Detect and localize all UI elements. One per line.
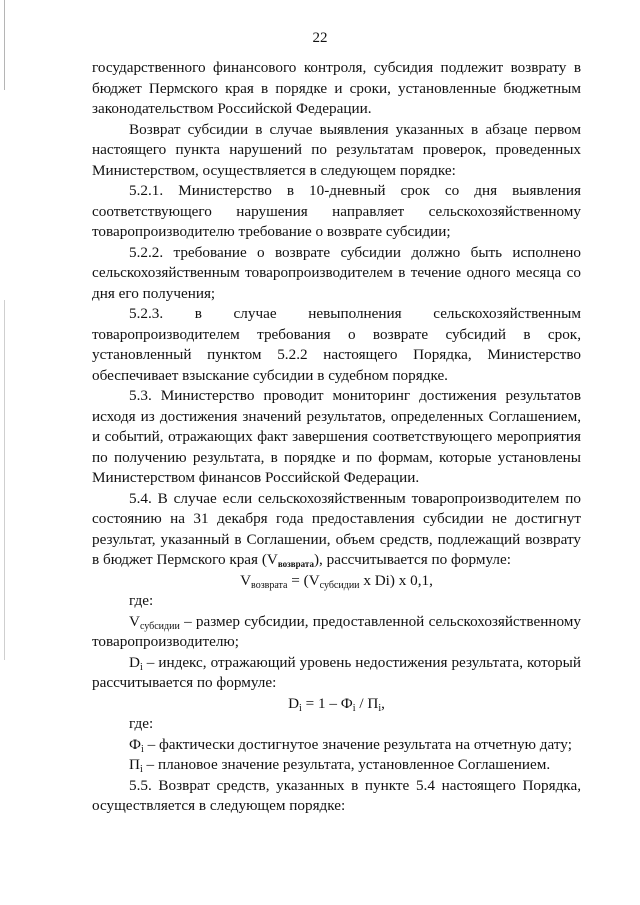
where-label: где: [129,592,154,609]
paragraph-5-4: 5.4. В случае если сельскохозяйственным товаропроизводителем по состоянию на 31 декабря года предоставления субсидии не достигнут результат, указанный в Соглашении, объем средств, подлежащий возврату в бюджет Пермского края $(V_{возврата})$, рассчитывается по формуле: [92,489,581,569]
definition-pi-i: $П_i$ – плановое значение результата, установленное Соглашением. [129,756,551,775]
page-edge-line [4,300,5,660]
document-body [92,58,581,817]
paragraph: государственного финансового контроля, субсидия подлежит возврату в бюджет Пермского края в порядке и сроки, установленные бюджетным законодательством Российской Федерации. [92,59,581,117]
definition-d-i: $D_i$ – индекс, отражающий уровень недостижения результата, который рассчитывается по формуле: [92,653,581,691]
paragraph-5-5: 5.5. Возврат средств, указанных в пункте 5.4 настоящего Порядка, осуществляется в следующем порядке: [92,776,581,814]
paragraph-5-3: 5.3. Министерство проводит мониторинг достижения результатов исходя из достижения значений результатов, определенных Соглашением, и событий, отражающих факт завершения соответствующего мероприятия по получению результата, в порядке и по формам, которые установлены Министерством финансов Российской Федерации. [92,387,581,486]
paragraph-5-2-1: 5.2.1. Министерство в 10-дневный срок со дня выявления соответствующего нарушения направляет сельскохозяйственному товаропроизводителю требование о возврате субсидии; [92,182,581,240]
paragraph-5-2-2: 5.2.2. требование о возврате субсидии должно быть исполнено сельскохозяйственным товаропроизводителем в течение одного месяца со дня его получения; [92,243,581,302]
where-label: где: [129,715,154,732]
paragraph: Возврат субсидии в случае выявления указанных в абзаце первом настоящего пункта нарушений по результатам проверок, проведенных Министерством, осуществляется в следующем порядке: [92,120,581,179]
paragraph-5-2-3: 5.2.3. в случае невыполнения сельскохозяйственным товаропроизводителем требования о возврате субсидий в срок, установленный пунктом 5.2.2 настоящего Порядка, Министерство обеспечивает взыскание субсидии в судебном порядке. [92,305,581,384]
definition-phi-i: $Ф_i$ – фактически достигнутое значение результата на отчетную дату; [129,735,572,755]
definition-v-subsidii: $V_{субсидии}$ – размер субсидии, предоставленной сельскохозяйственному товаропроизводителю; [92,612,581,650]
page-number: 22 [312,30,328,46]
formula-v-vozvrata: $V_{возврата} = (V_{субсидии}$ x Di) x 0,1, [240,571,433,591]
formula-d-i: $D_i = 1 - Ф_i / П_i$, [288,694,385,714]
